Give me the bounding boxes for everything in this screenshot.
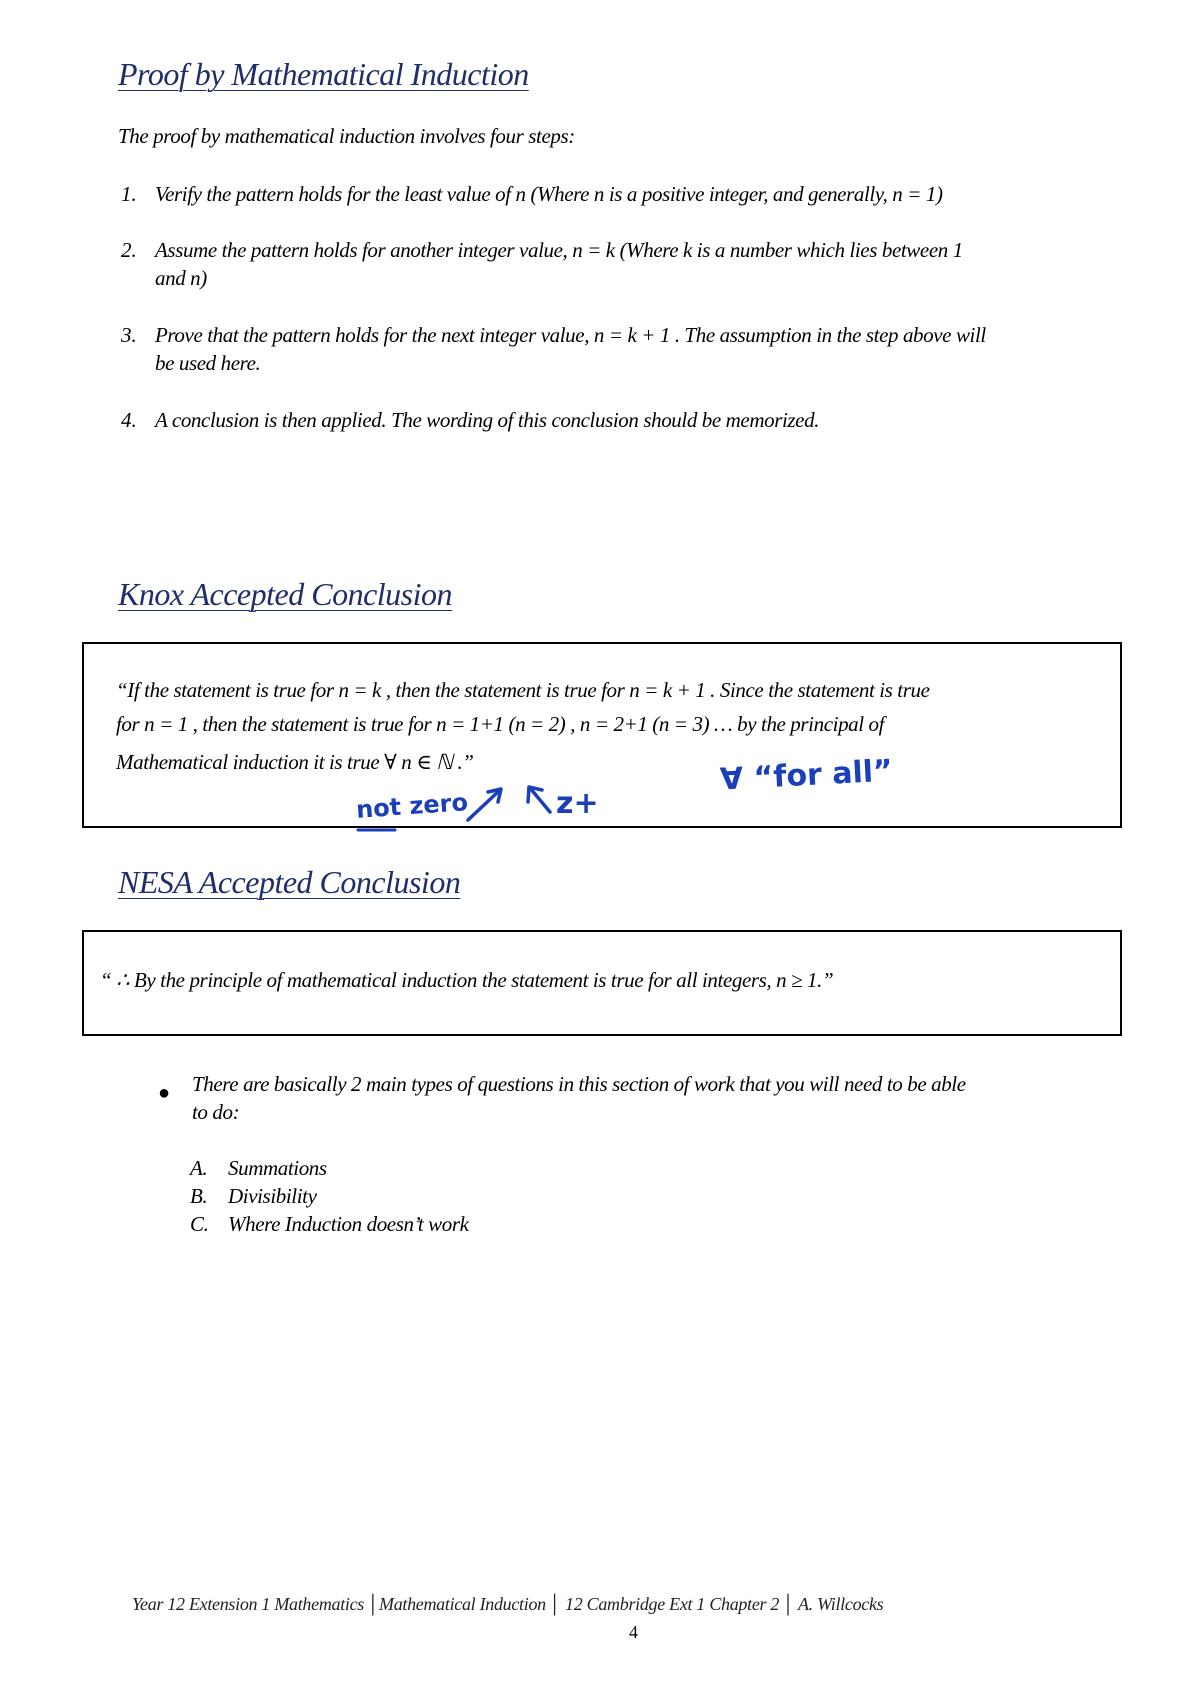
knox-heading: Knox Accepted Conclusion bbox=[118, 576, 452, 612]
bullet-line-1: There are basically 2 main types of questions in this section of work that you will need to be able bbox=[192, 1072, 966, 1096]
type-letter: C. bbox=[190, 1212, 209, 1236]
annotation-for-all: ∀ “for all” bbox=[719, 753, 894, 798]
step-text: Assume the pattern holds for another integer value, n = k (Where k is a number which lies between 1 bbox=[155, 238, 963, 262]
step-number: 1. bbox=[121, 182, 137, 206]
step-number: 3. bbox=[121, 323, 137, 347]
step-text: A conclusion is then applied. The wording of this conclusion should be memorized. bbox=[155, 408, 820, 432]
nesa-heading: NESA Accepted Conclusion bbox=[118, 864, 461, 900]
type-label: Summations bbox=[228, 1156, 327, 1180]
nesa-conclusion-box bbox=[82, 930, 1122, 1036]
bullet-icon: ● bbox=[158, 1082, 171, 1104]
type-label: Divisibility bbox=[228, 1184, 317, 1208]
annotation-z-plus: z+ bbox=[556, 786, 599, 821]
footer-text: Year 12 Extension 1 Mathematics │Mathematical Induction │ 12 Cambridge Ext 1 Chapter 2 │ A. Willcocks bbox=[132, 1594, 884, 1614]
bullet-line-2: to do: bbox=[192, 1100, 240, 1124]
step-text: Prove that the pattern holds for the next integer value, n = k + 1 . The assumption in the step above will bbox=[155, 323, 986, 347]
knox-line-2: for n = 1 , then the statement is true for n = 1+1 (n = 2) , n = 2+1 (n = 3) … by the principal of bbox=[116, 712, 885, 736]
step-text-cont: and n) bbox=[155, 266, 207, 290]
type-label: Where Induction doesn’t work bbox=[228, 1212, 469, 1236]
intro-text: The proof by mathematical induction involves four steps: bbox=[118, 124, 575, 148]
step-text: Verify the pattern holds for the least value of n (Where n is a positive integer, and generally, n = 1) bbox=[155, 182, 943, 206]
step-text-cont: be used here. bbox=[155, 351, 261, 375]
type-letter: A. bbox=[190, 1156, 208, 1180]
annotation-not-zero: not zero bbox=[355, 788, 469, 824]
type-letter: B. bbox=[190, 1184, 208, 1208]
page-title: Proof by Mathematical Induction bbox=[118, 56, 529, 92]
page-number: 4 bbox=[629, 1622, 638, 1642]
step-number: 4. bbox=[121, 408, 137, 432]
step-number: 2. bbox=[121, 238, 137, 262]
knox-line-1: “If the statement is true for n = k , then the statement is true for n = k + 1 . Since the statement is true bbox=[116, 678, 930, 702]
knox-line-3: Mathematical induction it is true ∀ n ∈ ℕ .” bbox=[116, 750, 474, 774]
nesa-line: “ ∴ By the principle of mathematical induction the statement is true for all integers, n ≥ 1.” bbox=[100, 968, 834, 992]
